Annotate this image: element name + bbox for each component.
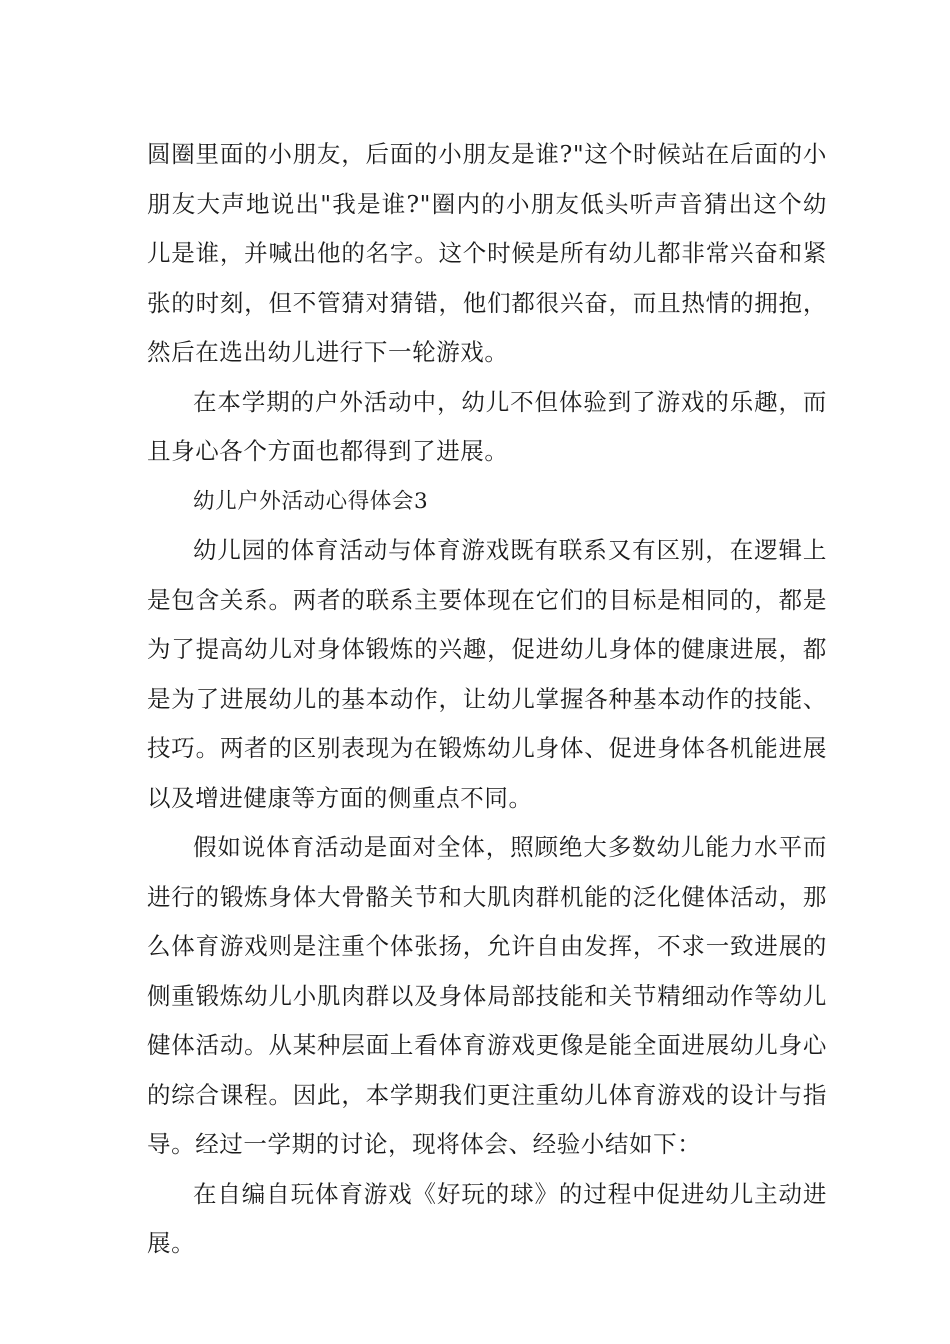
paragraph-continuation: 圆圈里面的小朋友，后面的小朋友是谁?"这个时候站在后面的小朋友大声地说出"我是谁?"圈内的小朋友低头听声音猜出这个幼儿是谁，并喊出他的名字。这个时候是所有幼儿都非常兴奋和紧张的时刻，但不管猜对猜错，他们都很兴奋，而且热情的拥抱，然后在选出幼儿进行下一轮游戏。 [147, 140, 827, 366]
paragraph-activity-vs-game: 幼儿园的体育活动与体育游戏既有联系又有区别，在逻辑上是包含关系。两者的联系主要体现在它们的目标是相同的，都是为了提高幼儿对身体锻炼的兴趣，促进幼儿身体的健康进展，都是为了进展幼儿的基本动作，让幼儿掌握各种基本动作的技能、技巧。两者的区别表现为在锻炼幼儿身体、促进身体各机能进展以及增进健康等方面的侧重点不同。 [147, 536, 827, 812]
section-heading: 幼儿户外活动心得体会3 [193, 488, 429, 514]
document-body [147, 130, 827, 1269]
paragraph-game-emphasis: 假如说体育活动是面对全体，照顾绝大多数幼儿能力水平而进行的锻炼身体大骨骼关节和大肌肉群机能的泛化健体活动，那么体育游戏则是注重个体张扬，允许自由发挥，不求一致进展的侧重锻炼幼儿小肌肉群以及身体局部技能和关节精细动作等幼儿健体活动。从某种层面上看体育游戏更像是能全面进展幼儿身心的综合课程。因此，本学期我们更注重幼儿体育游戏的设计与指导。经过一学期的讨论，现将体会、经验小结如下： [147, 833, 827, 1158]
paragraph-outdoor-summary: 在本学期的户外活动中，幼儿不但体验到了游戏的乐趣，而且身心各个方面也都得到了进展。 [147, 387, 827, 465]
paragraph-ball-game: 在自编自玩体育游戏《好玩的球》的过程中促进幼儿主动进展。 [147, 1179, 827, 1257]
